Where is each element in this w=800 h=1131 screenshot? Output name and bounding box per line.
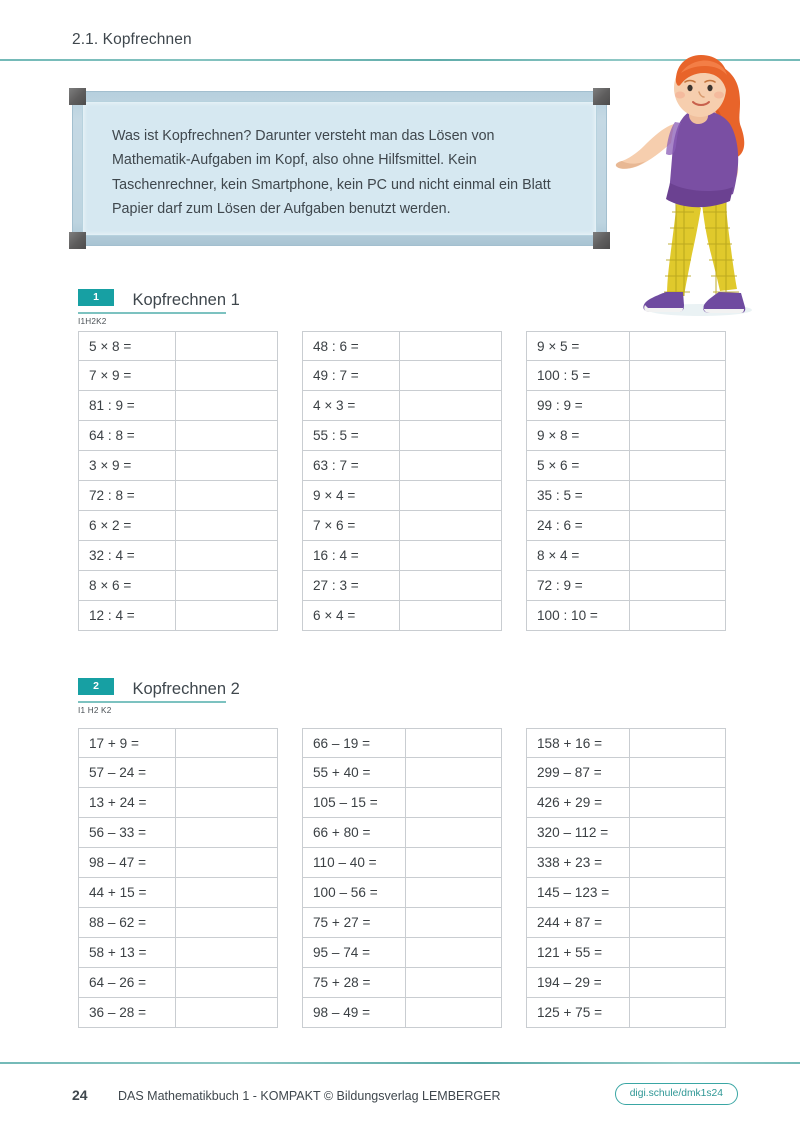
answer-cell[interactable] [400,511,502,541]
answer-cell[interactable] [176,511,278,541]
answer-cell[interactable] [176,601,278,631]
answer-cell[interactable] [630,601,726,631]
table-row [78,878,278,908]
table-row [526,758,726,788]
answer-cell[interactable] [406,848,502,878]
problem-cell: 66 + 80 = [302,818,406,848]
answer-cell[interactable] [400,481,502,511]
problem-cell: 88 – 62 = [78,908,176,938]
problem-cell: 32 : 4 = [78,541,176,571]
answer-cell[interactable] [630,908,726,938]
problem-cell: 75 + 27 = [302,908,406,938]
problem-cell: 100 – 56 = [302,878,406,908]
table-row [302,818,502,848]
problem-cell: 5 × 6 = [526,451,630,481]
problem-cell: 64 – 26 = [78,968,176,998]
exercise-1-column-2 [302,331,502,631]
problem-cell: 48 : 6 = [302,331,400,361]
digi-schule-badge[interactable]: digi.schule/dmk1s24 [615,1083,738,1105]
answer-cell[interactable] [400,361,502,391]
problem-cell: 75 + 28 = [302,968,406,998]
table-row [302,998,502,1028]
table-row [302,908,502,938]
answer-cell[interactable] [406,788,502,818]
exercise-2-column-2 [302,728,502,1028]
table-row [78,788,278,818]
problem-cell: 8 × 6 = [78,571,176,601]
problem-cell: 36 – 28 = [78,998,176,1028]
answer-cell[interactable] [176,481,278,511]
exercise-2-column-3 [526,728,726,1028]
exercise-1-heading [78,289,498,326]
whiteboard [72,91,607,246]
table-row [526,908,726,938]
answer-cell[interactable] [630,788,726,818]
problem-cell: 17 + 9 = [78,728,176,758]
table-row [526,511,726,541]
table-row [302,878,502,908]
answer-cell[interactable] [630,481,726,511]
table-row [78,818,278,848]
problem-cell: 58 + 13 = [78,938,176,968]
whiteboard-clip-top-left-icon [69,88,86,105]
answer-cell[interactable] [400,451,502,481]
exercise-2-code: I1 H2 K2 [78,705,112,715]
table-row [302,511,502,541]
answer-cell[interactable] [630,848,726,878]
problem-cell: 44 + 15 = [78,878,176,908]
table-row [526,878,726,908]
problem-cell: 55 : 5 = [302,421,400,451]
table-row [526,998,726,1028]
problem-cell: 55 + 40 = [302,758,406,788]
problem-cell: 9 × 8 = [526,421,630,451]
table-row [302,968,502,998]
problem-cell: 9 × 4 = [302,481,400,511]
problem-cell: 13 + 24 = [78,788,176,818]
answer-cell[interactable] [630,968,726,998]
problem-cell: 24 : 6 = [526,511,630,541]
problem-cell: 125 + 75 = [526,998,630,1028]
table-row [302,571,502,601]
table-row [78,728,278,758]
answer-cell[interactable] [176,421,278,451]
table-row [78,421,278,451]
answer-cell[interactable] [630,331,726,361]
problem-cell: 5 × 8 = [78,331,176,361]
answer-cell[interactable] [176,998,278,1028]
problem-cell: 27 : 3 = [302,571,400,601]
problem-cell: 105 – 15 = [302,788,406,818]
answer-cell[interactable] [406,908,502,938]
problem-cell: 426 + 29 = [526,788,630,818]
answer-cell[interactable] [400,571,502,601]
exercise-2-underline [78,701,226,703]
problem-cell: 9 × 5 = [526,331,630,361]
table-row [78,601,278,631]
answer-cell[interactable] [630,818,726,848]
answer-cell[interactable] [400,421,502,451]
table-row [302,451,502,481]
exercise-2-heading [78,678,498,715]
table-row [526,848,726,878]
table-row [302,788,502,818]
answer-cell[interactable] [176,878,278,908]
problem-cell: 49 : 7 = [302,361,400,391]
problem-cell: 121 + 55 = [526,938,630,968]
answer-cell[interactable] [406,878,502,908]
table-row [78,758,278,788]
answer-cell[interactable] [630,938,726,968]
table-row [526,331,726,361]
answer-cell[interactable] [630,511,726,541]
table-row [78,848,278,878]
table-row [78,541,278,571]
problem-cell: 8 × 4 = [526,541,630,571]
problem-cell: 56 – 33 = [78,818,176,848]
table-row [526,788,726,818]
answer-cell[interactable] [406,968,502,998]
whiteboard-clip-bottom-left-icon [69,232,86,249]
bottom-rule-divider [0,1062,800,1064]
table-row [526,541,726,571]
answer-cell[interactable] [630,391,726,421]
problem-cell: 72 : 8 = [78,481,176,511]
problem-cell: 110 – 40 = [302,848,406,878]
whiteboard-clip-top-right-icon [593,88,610,105]
answer-cell[interactable] [176,788,278,818]
exercise-2-number-badge: 2 [78,678,114,695]
problem-cell: 16 : 4 = [302,541,400,571]
problem-cell: 98 – 47 = [78,848,176,878]
problem-cell: 244 + 87 = [526,908,630,938]
answer-cell[interactable] [630,421,726,451]
answer-cell[interactable] [400,601,502,631]
problem-cell: 63 : 7 = [302,451,400,481]
answer-cell[interactable] [176,571,278,601]
table-row [302,601,502,631]
problem-cell: 4 × 3 = [302,391,400,421]
answer-cell[interactable] [630,728,726,758]
table-row [78,361,278,391]
table-row [302,391,502,421]
answer-cell[interactable] [176,541,278,571]
table-row [526,361,726,391]
table-row [78,968,278,998]
answer-cell[interactable] [176,728,278,758]
table-row [526,728,726,758]
problem-cell: 72 : 9 = [526,571,630,601]
problem-cell: 6 × 4 = [302,601,400,631]
answer-cell[interactable] [176,391,278,421]
footer-credit: DAS Mathematikbuch 1 - KOMPAKT © Bildungsverlag LEMBERGER [118,1089,501,1103]
table-row [78,331,278,361]
answer-cell[interactable] [630,998,726,1028]
table-row [302,361,502,391]
table-row [78,938,278,968]
answer-cell[interactable] [400,331,502,361]
exercise-1-number-badge: 1 [78,289,114,306]
answer-cell[interactable] [630,451,726,481]
problem-cell: 100 : 10 = [526,601,630,631]
answer-cell[interactable] [176,848,278,878]
answer-cell[interactable] [176,818,278,848]
table-row [302,331,502,361]
problem-cell: 158 + 16 = [526,728,630,758]
whiteboard-clip-bottom-right-icon [593,232,610,249]
table-row [526,481,726,511]
problem-cell: 7 × 9 = [78,361,176,391]
answer-cell[interactable] [400,391,502,421]
problem-cell: 99 : 9 = [526,391,630,421]
table-row [302,728,502,758]
table-row [526,601,726,631]
problem-cell: 299 – 87 = [526,758,630,788]
table-row [78,481,278,511]
exercise-2-tables [78,728,726,1028]
answer-cell[interactable] [630,571,726,601]
table-row [302,541,502,571]
problem-cell: 194 – 29 = [526,968,630,998]
answer-cell[interactable] [406,758,502,788]
problem-cell: 57 – 24 = [78,758,176,788]
answer-cell[interactable] [630,361,726,391]
table-row [526,938,726,968]
answer-cell[interactable] [630,878,726,908]
table-row [78,451,278,481]
table-row [302,848,502,878]
table-row [526,968,726,998]
table-row [78,908,278,938]
answer-cell[interactable] [400,541,502,571]
exercise-1-underline [78,312,226,314]
answer-cell[interactable] [630,541,726,571]
table-row [78,391,278,421]
table-row [526,451,726,481]
problem-cell: 35 : 5 = [526,481,630,511]
answer-cell[interactable] [406,818,502,848]
problem-cell: 66 – 19 = [302,728,406,758]
problem-cell: 64 : 8 = [78,421,176,451]
table-row [302,481,502,511]
answer-cell[interactable] [176,968,278,998]
table-row [78,571,278,601]
answer-cell[interactable] [176,758,278,788]
exercise-2-title: Kopfrechnen 2 [132,680,240,698]
problem-cell: 12 : 4 = [78,601,176,631]
answer-cell[interactable] [176,361,278,391]
answer-cell[interactable] [406,728,502,758]
exercise-1-column-3 [526,331,726,631]
table-row [78,998,278,1028]
answer-cell[interactable] [630,758,726,788]
problem-cell: 145 – 123 = [526,878,630,908]
exercise-1-code: I1H2K2 [78,316,107,326]
answer-cell[interactable] [176,331,278,361]
exercise-1-column-1 [78,331,278,631]
problem-cell: 6 × 2 = [78,511,176,541]
table-row [526,571,726,601]
answer-cell[interactable] [406,938,502,968]
problem-cell: 81 : 9 = [78,391,176,421]
table-row [526,391,726,421]
girl-character-illustration [600,52,800,324]
table-row [526,421,726,451]
table-row [78,511,278,541]
answer-cell[interactable] [406,998,502,1028]
exercise-1-title: Kopfrechnen 1 [132,291,240,309]
table-row [302,938,502,968]
exercise-1-tables [78,331,726,631]
problem-cell: 100 : 5 = [526,361,630,391]
problem-cell: 7 × 6 = [302,511,400,541]
problem-cell: 3 × 9 = [78,451,176,481]
problem-cell: 95 – 74 = [302,938,406,968]
whiteboard-text: Was ist Kopfrechnen? Darunter versteht man das Lösen von Mathematik-Aufgaben im Kopf, also ohne Hilfsmittel. Kein Taschenrechner, kein Smartphone, kein PC und nicht einmal ein Blatt Papier darf zum Lösen der Aufgaben benutzt werden. [112,128,551,218]
problem-cell: 338 + 23 = [526,848,630,878]
page-number: 24 [72,1087,88,1103]
exercise-2-column-1 [78,728,278,1028]
table-row [526,818,726,848]
answer-cell[interactable] [176,938,278,968]
table-row [302,758,502,788]
problem-cell: 320 – 112 = [526,818,630,848]
answer-cell[interactable] [176,908,278,938]
problem-cell: 98 – 49 = [302,998,406,1028]
table-row [302,421,502,451]
answer-cell[interactable] [176,451,278,481]
page-title: 2.1. Kopfrechnen [72,31,192,48]
